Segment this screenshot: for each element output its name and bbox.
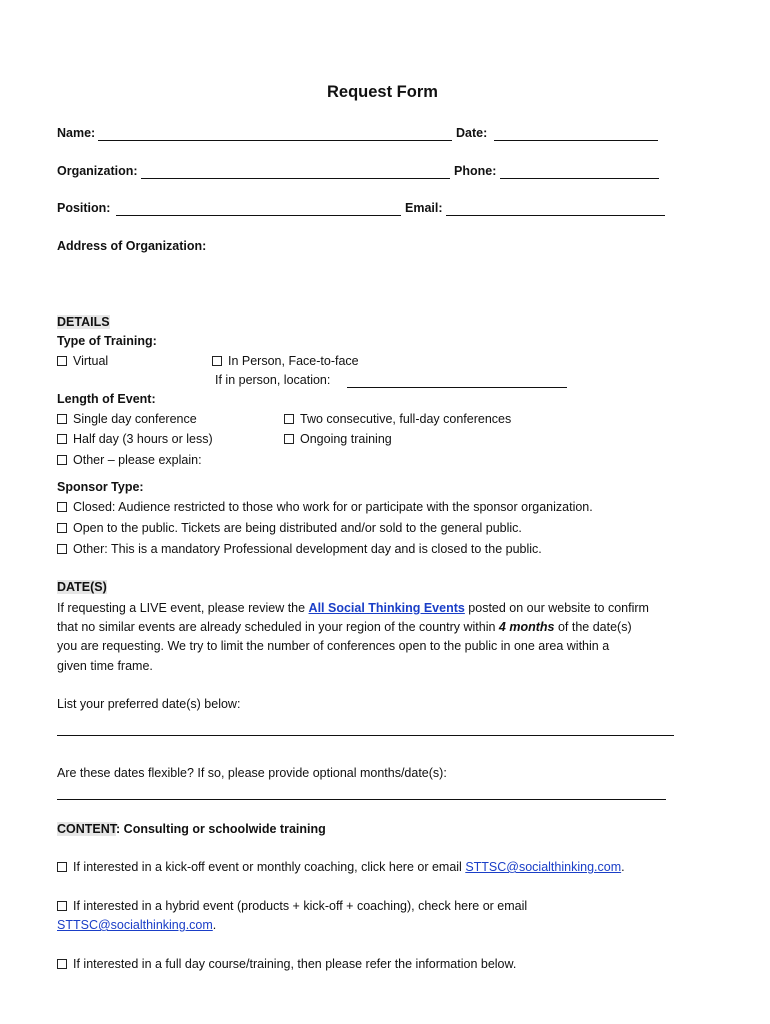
two-day-checkbox[interactable] <box>284 414 294 424</box>
ongoing-label: Ongoing training <box>300 432 392 446</box>
location-label: If in person, location: <box>215 373 331 387</box>
half-day-label: Half day (3 hours or less) <box>73 432 213 446</box>
half-day-option[interactable] <box>57 432 213 446</box>
preferred-dates-label: List your preferred date(s) below: <box>57 697 241 711</box>
sponsor-open-label: Open to the public. Tickets are being distributed and/or sold to the general public. <box>73 521 522 535</box>
in-person-checkbox[interactable] <box>212 356 222 366</box>
hybrid-email-line <box>57 918 216 932</box>
phone-label: Phone: <box>454 164 497 178</box>
ongoing-option[interactable] <box>284 432 392 446</box>
content-heading-rest: : Consulting or schoolwide training <box>116 822 326 836</box>
single-day-option[interactable] <box>57 412 197 426</box>
sponsor-open-checkbox[interactable] <box>57 523 67 533</box>
virtual-checkbox[interactable] <box>57 356 67 366</box>
sponsor-type-heading: Sponsor Type: <box>57 480 144 494</box>
sponsor-closed-label: Closed: Audience restricted to those who work for or participate with the sponsor organization. <box>73 500 593 514</box>
kickoff-email-link[interactable]: STTSC@socialthinking.com <box>465 860 622 874</box>
two-day-option[interactable] <box>284 412 511 426</box>
organization-label: Organization: <box>57 164 138 178</box>
sponsor-other-option[interactable] <box>57 542 542 556</box>
type-of-training-heading: Type of Training: <box>57 334 157 348</box>
kickoff-option[interactable] <box>57 860 625 874</box>
details-heading: DETAILS <box>57 315 110 329</box>
two-day-label: Two consecutive, full-day conferences <box>300 412 512 426</box>
position-label: Position: <box>57 201 111 215</box>
email-label: Email: <box>405 201 443 215</box>
page-title: Request Form <box>327 83 438 101</box>
content-heading <box>57 822 326 836</box>
four-months-text: 4 months <box>498 620 555 635</box>
kickoff-checkbox[interactable] <box>57 862 67 872</box>
virtual-option[interactable] <box>57 354 108 368</box>
sponsor-open-option[interactable] <box>57 521 522 535</box>
length-of-event-heading: Length of Event: <box>57 392 156 406</box>
hybrid-option[interactable] <box>57 899 527 913</box>
dates-text-1b: posted on our website to confirm <box>464 601 649 615</box>
hybrid-email-link[interactable]: STTSC@socialthinking.com <box>57 918 213 932</box>
other-length-label: Other – please explain: <box>73 453 202 467</box>
name-field[interactable] <box>98 140 452 141</box>
flexible-dates-field[interactable] <box>57 799 666 800</box>
hybrid-period: . <box>212 918 217 932</box>
sponsor-other-checkbox[interactable] <box>57 544 67 554</box>
preferred-dates-field[interactable] <box>57 735 674 736</box>
virtual-label: Virtual <box>73 354 109 368</box>
flexible-dates-label: Are these dates flexible? If so, please provide optional months/date(s): <box>57 766 447 780</box>
sponsor-closed-option[interactable] <box>57 500 593 514</box>
other-length-option[interactable] <box>57 453 202 467</box>
in-person-option[interactable] <box>212 354 359 368</box>
single-day-label: Single day conference <box>73 412 197 426</box>
other-length-checkbox[interactable] <box>57 455 67 465</box>
date-field[interactable] <box>494 140 658 141</box>
email-field[interactable] <box>446 215 665 216</box>
all-social-thinking-events-link[interactable]: All Social Thinking Events <box>308 601 465 615</box>
location-field[interactable] <box>347 387 567 388</box>
hybrid-label: If interested in a hybrid event (products + kick-off + coaching), check here or email <box>73 899 528 913</box>
kickoff-label: If interested in a kick-off event or monthly coaching, click here or email <box>73 860 466 874</box>
in-person-label: In Person, Face-to-face <box>228 354 359 368</box>
name-label: Name: <box>57 126 96 140</box>
single-day-checkbox[interactable] <box>57 414 67 424</box>
full-day-checkbox[interactable] <box>57 959 67 969</box>
dates-text-2b: of the date(s) <box>554 620 632 635</box>
dates-text-4: given time frame. <box>57 658 153 673</box>
full-day-option[interactable] <box>57 957 516 971</box>
dates-paragraph <box>57 599 717 676</box>
ongoing-checkbox[interactable] <box>284 434 294 444</box>
kickoff-period: . <box>621 860 625 874</box>
full-day-label: If interested in a full day course/training, then please refer the information below. <box>73 957 517 971</box>
position-field[interactable] <box>116 215 401 216</box>
date-label: Date: <box>456 126 488 140</box>
sponsor-other-label: Other: This is a mandatory Professional development day and is closed to the public. <box>73 542 542 556</box>
hybrid-checkbox[interactable] <box>57 901 67 911</box>
sponsor-closed-checkbox[interactable] <box>57 502 67 512</box>
dates-text-3: you are requesting. We try to limit the number of conferences open to the public in one area within a <box>57 639 610 654</box>
content-heading-highlight: CONTENT <box>57 822 117 836</box>
dates-text-2a: that no similar events are already scheduled in your region of the country within <box>57 620 499 635</box>
dates-heading: DATE(S) <box>57 580 107 594</box>
address-label: Address of Organization: <box>57 239 207 253</box>
organization-field[interactable] <box>141 178 450 179</box>
phone-field[interactable] <box>500 178 659 179</box>
dates-text-1a: If requesting a LIVE event, please review the <box>57 601 309 615</box>
half-day-checkbox[interactable] <box>57 434 67 444</box>
